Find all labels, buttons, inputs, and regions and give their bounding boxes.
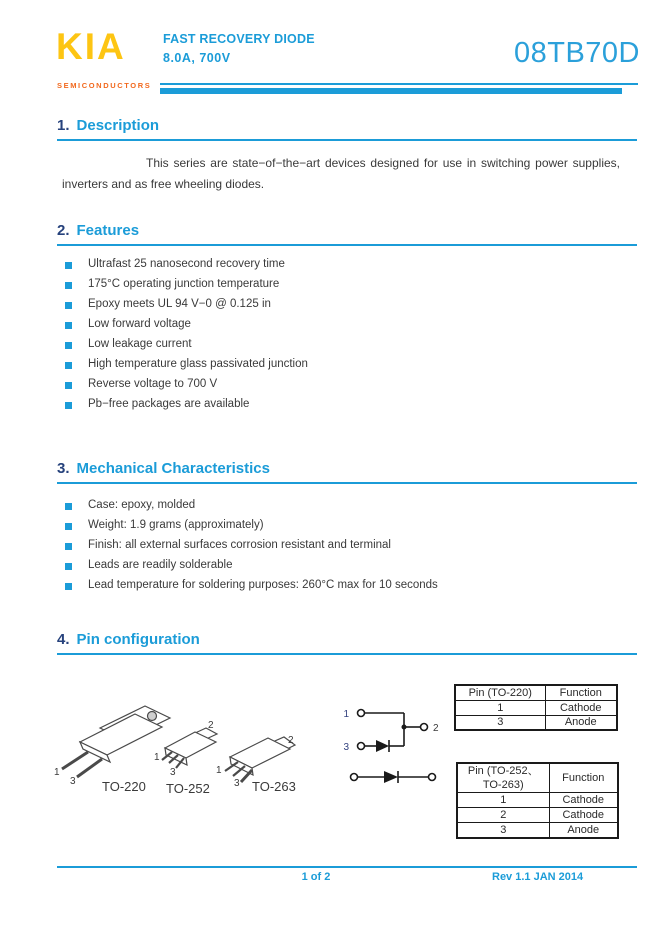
bullet-square-icon xyxy=(65,322,72,329)
section-heading-mechanical xyxy=(57,460,637,484)
feature-text: Ultrafast 25 nanosecond recovery time xyxy=(88,258,285,270)
function-cell: Anode xyxy=(545,715,617,730)
function-cell: Cathode xyxy=(545,700,617,715)
pin-cell: 1 xyxy=(455,700,545,715)
table-row xyxy=(455,700,617,715)
feature-text: High temperature glass passivated junction xyxy=(88,358,308,370)
pin-label: 3 xyxy=(170,767,176,778)
table-row xyxy=(457,808,618,823)
part-number: 08TB70D xyxy=(513,37,640,69)
pin-label: 2 xyxy=(208,720,214,731)
section-heading-features xyxy=(57,222,637,246)
pin-label: 1 xyxy=(216,765,222,776)
section-number: 2. xyxy=(57,222,70,239)
pin-cell: 1 xyxy=(457,793,549,808)
single-diode-schematic xyxy=(351,771,436,783)
feature-text: Low leakage current xyxy=(88,338,192,350)
diode-symbol-icon xyxy=(384,771,398,783)
list-item xyxy=(65,338,308,358)
list-item xyxy=(65,579,438,599)
section-heading-description xyxy=(57,117,637,141)
section-number: 1. xyxy=(57,117,70,134)
list-item xyxy=(65,398,308,418)
table-header-row xyxy=(457,763,618,793)
section-title: Mechanical Characteristics xyxy=(76,460,270,477)
function-cell: Anode xyxy=(549,823,618,838)
mech-text: Finish: all external surfaces corrosion resistant and terminal xyxy=(88,539,391,551)
page-indicator: 1 of 2 xyxy=(301,871,331,883)
function-cell: Cathode xyxy=(549,793,618,808)
table-row xyxy=(455,715,617,730)
package-caption: TO-252 xyxy=(166,781,210,796)
bullet-square-icon xyxy=(65,342,72,349)
package-caption: TO-263 xyxy=(252,779,296,794)
product-rating: 8.0A, 700V xyxy=(163,51,231,65)
pin-label: 2 xyxy=(288,735,294,746)
pin-label: 3 xyxy=(70,776,76,787)
footer-rule xyxy=(57,866,637,868)
pin-table-to252-to263 xyxy=(456,762,619,839)
mounting-hole-icon xyxy=(148,712,157,721)
kia-logo: KIA xyxy=(56,26,126,67)
list-item xyxy=(65,258,308,278)
pin-label: 3 xyxy=(234,778,240,789)
section-number: 3. xyxy=(57,460,70,477)
bullet-square-icon xyxy=(65,362,72,369)
list-item xyxy=(65,539,438,559)
product-type-title: FAST RECOVERY DIODE xyxy=(163,32,315,46)
col-header xyxy=(457,763,549,793)
list-item xyxy=(65,519,438,539)
pin-label: 2 xyxy=(433,723,439,734)
list-item xyxy=(65,378,308,398)
pin-cell: 3 xyxy=(455,715,545,730)
feature-text: Low forward voltage xyxy=(88,318,191,330)
kia-logo-subtext: SEMICONDUCTORS xyxy=(57,81,152,90)
feature-text: Reverse voltage to 700 V xyxy=(88,378,218,390)
description-paragraph: This series are state−of−the−art devices designed for use in switching power supplies, inverters and as free wheeling diodes. xyxy=(62,156,620,191)
features-list xyxy=(65,258,308,418)
section-title: Description xyxy=(76,117,160,134)
bullet-square-icon xyxy=(65,402,72,409)
bullet-square-icon xyxy=(65,563,72,570)
col-header: Function xyxy=(549,763,618,793)
pin-table-to220 xyxy=(454,684,618,731)
diode-schematic xyxy=(343,709,439,753)
table-header-row xyxy=(455,685,617,700)
list-item xyxy=(65,358,308,378)
col-header-line: Pin (TO-252、 xyxy=(467,765,539,777)
diode-symbol-icon xyxy=(376,740,389,752)
pin-label: 1 xyxy=(343,709,349,720)
feature-text: Pb−free packages are available xyxy=(88,398,250,410)
package-drawings xyxy=(50,690,445,805)
col-header: Function xyxy=(545,685,617,700)
list-item xyxy=(65,318,308,338)
header-rule-thin xyxy=(160,83,638,85)
bullet-square-icon xyxy=(65,262,72,269)
mech-text: Weight: 1.9 grams (approximately) xyxy=(88,519,264,531)
revision-label: Rev 1.1 JAN 2014 xyxy=(492,871,584,883)
list-item xyxy=(65,499,438,519)
pin-cell: 3 xyxy=(457,823,549,838)
table-row xyxy=(457,823,618,838)
feature-text: Epoxy meets UL 94 V−0 @ 0.125 in xyxy=(88,298,271,310)
bullet-square-icon xyxy=(65,302,72,309)
list-item xyxy=(65,298,308,318)
bullet-square-icon xyxy=(65,523,72,530)
bullet-square-icon xyxy=(65,583,72,590)
package-to220 xyxy=(54,706,170,794)
package-caption: TO-220 xyxy=(102,779,146,794)
col-header: Pin (TO-220) xyxy=(455,685,545,700)
pin-label: 1 xyxy=(154,752,160,763)
list-item xyxy=(65,278,308,298)
pin-cell: 2 xyxy=(457,808,549,823)
mech-text: Case: epoxy, molded xyxy=(88,499,196,511)
col-header-line: TO-263) xyxy=(482,779,524,791)
section-heading-pin-configuration xyxy=(57,631,637,655)
mech-text: Leads are readily solderable xyxy=(88,559,233,571)
bullet-square-icon xyxy=(65,282,72,289)
pin-label: 3 xyxy=(343,742,349,753)
pin-label: 1 xyxy=(54,767,60,778)
section-title: Pin configuration xyxy=(76,631,200,648)
bullet-square-icon xyxy=(65,503,72,510)
header-rule-thick xyxy=(160,88,622,94)
feature-text: 175°C operating junction temperature xyxy=(88,278,280,290)
section-title: Features xyxy=(76,222,140,239)
package-to252 xyxy=(154,720,217,796)
section-number: 4. xyxy=(57,631,70,648)
bullet-square-icon xyxy=(65,382,72,389)
bullet-square-icon xyxy=(65,543,72,550)
function-cell: Cathode xyxy=(549,808,618,823)
mechanical-list xyxy=(65,499,438,599)
mech-text: Lead temperature for soldering purposes: 260°C max for 10 seconds xyxy=(88,579,438,591)
table-row xyxy=(457,793,618,808)
package-to263 xyxy=(216,735,296,794)
list-item xyxy=(65,559,438,579)
